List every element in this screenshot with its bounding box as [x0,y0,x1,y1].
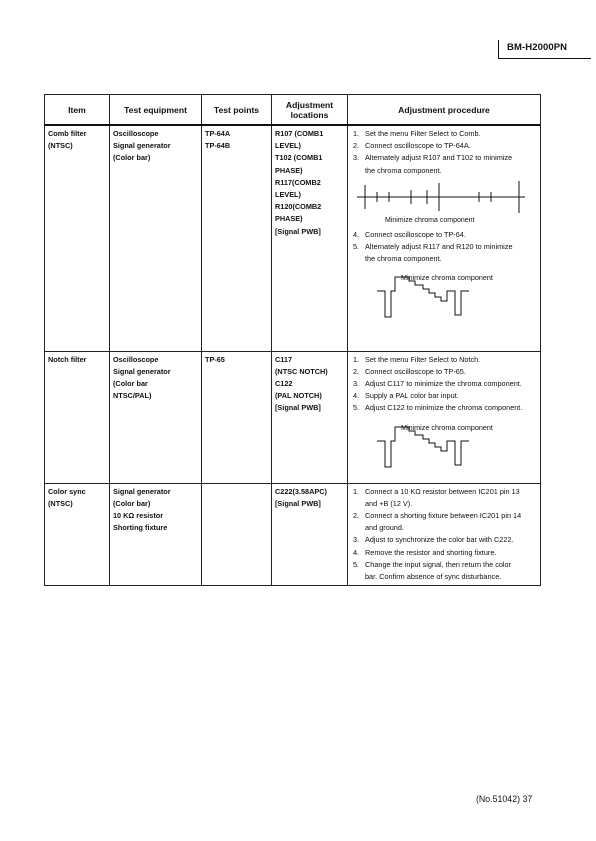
procedure-step: 3. Alternately adjust R107 and T102 to minimize the chroma component. [353,153,513,175]
model-number: BM-H2000PN [507,42,568,53]
equipment-cell: Signal generator (Color bar) 10 KΩ resistor Shorting fixture [110,483,202,586]
page-number: (No.51042) 37 [476,794,533,804]
procedure-step: 5. Adjust C122 to minimize the chroma component. [353,403,523,413]
procedure-step: 5. Change the input signal, then return the color bar. Confirm absence of sync disturbance. [353,559,512,581]
chroma-comb-waveform [351,179,537,225]
adjustment-table [44,94,541,586]
table-header-row [45,95,541,126]
procedure-step: 4. Supply a PAL color bar input. [353,391,459,401]
procedure-steps [351,229,537,266]
procedure-step: 2. Connect oscilloscope to TP-64A. [353,141,471,151]
test-points-cell [202,483,272,586]
procedure-step: 2. Connect oscilloscope to TP-65. [353,366,466,376]
item-cell: Comb filter (NTSC) [45,125,110,351]
procedure-cell [348,125,541,351]
color-bar-staircase-waveform [351,417,537,473]
locations-cell: C222(3.58APC) [Signal PWB] [272,483,348,586]
col-header-adjustment-procedure: Adjustment procedure [348,95,541,126]
figure-label: Minimize chroma component [385,216,475,224]
procedure-steps [351,128,537,177]
item-cell: Notch filter [45,351,110,483]
procedure-cell [348,483,541,586]
item-cell: Color sync (NTSC) [45,483,110,586]
figure-label: Minimize chroma component [401,273,493,283]
procedure-step: 2. Connect a shorting fixture between IC201 pin 14 and ground. [353,510,522,533]
procedure-step: 3. Adjust to synchronize the color bar with C222. [353,535,514,545]
col-header-test-equipment: Test equipment [110,95,202,126]
col-header-test-points: Test points [202,95,272,126]
procedure-step: 4. Remove the resistor and shorting fixture. [353,547,497,557]
locations-cell: R107 (COMB1 LEVEL) T102 (COMB1 PHASE) R117(COMB2 LEVEL) R120(COMB2 PHASE) [Signal PWB] [272,125,348,351]
procedure-cell [348,351,541,483]
test-points-cell: TP-64A TP-64B [202,125,272,351]
col-header-adjustment-locations: Adjustment locations [272,95,348,126]
procedure-step: 4. Connect oscilloscope to TP-64. [353,229,466,239]
col-header-item: Item [45,95,110,126]
procedure-step: 1. Connect a 10 KΩ resistor between IC201 pin 13 and +B (12 V). [353,486,520,508]
procedure-step: 1. Set the menu Filter Select to Notch. [353,354,481,364]
figure-label: Minimize chroma component [401,422,493,432]
procedure-steps [351,354,537,415]
table-row-color-sync [45,483,541,586]
model-header [498,40,591,59]
locations-cell: C117 (NTSC NOTCH) C122 (PAL NOTCH) [Signal PWB] [272,351,348,483]
table-row-comb-filter [45,125,541,351]
table-row-notch-filter [45,351,541,483]
equipment-cell: Oscilloscope Signal generator (Color bar NTSC/PAL) [110,351,202,483]
equipment-cell: Oscilloscope Signal generator (Color bar) [110,125,202,351]
procedure-steps [351,486,537,584]
procedure-step: 3. Adjust C117 to minimize the chroma component. [353,378,522,388]
color-bar-staircase-waveform [351,267,537,323]
procedure-step: 5. Alternately adjust R117 and R120 to minimize the chroma component. [353,242,513,264]
procedure-step: 1. Set the menu Filter Select to Comb. [353,129,481,138]
test-points-cell: TP-65 [202,351,272,483]
